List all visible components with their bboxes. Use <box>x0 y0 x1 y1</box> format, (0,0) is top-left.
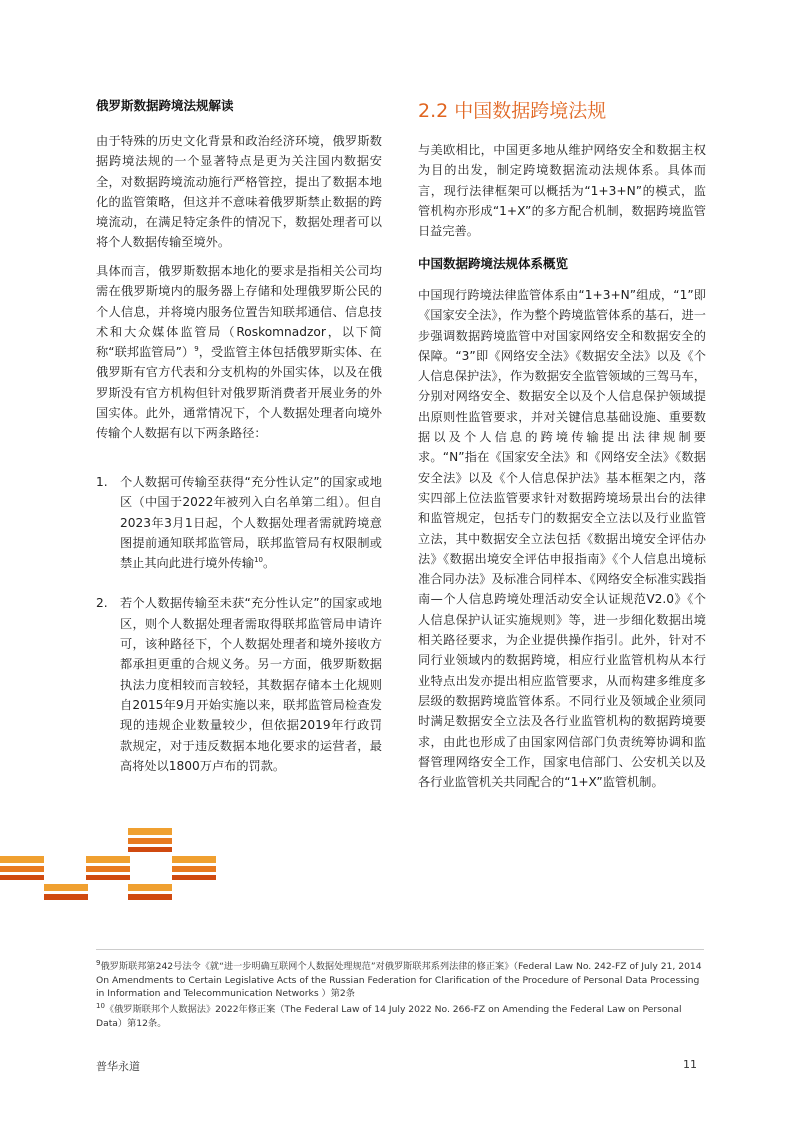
stripe-group-middle <box>0 856 216 880</box>
list-item <box>96 593 382 776</box>
footnote-9 <box>96 960 706 1001</box>
left-paragraph-1: 由于特殊的历史文化背景和政治经济环境，俄罗斯数据跨境法规的一个显著特点是更为关注国内数据安全，对数据跨境流动施行严格管控，提出了数据本地化的监管策略，但这并不意味着俄罗斯禁止数据的跨境流动，在满足特定条件的情况下，数据处理者可以将个人数据传输至境外。 <box>96 134 382 250</box>
footnote-ref-10: 10 <box>254 556 263 565</box>
left-paragraph-2 <box>96 261 382 444</box>
footnote-number: 10 <box>96 1001 105 1010</box>
right-paragraph-2: 中国现行跨境法律监管体系由“1+3+N”组成，“1”即《国家安全法》，作为整个跨境监管体系的基石，进一步强调数据跨境监管中对国家网络安全和数据安全的保障。“3”即《网络安全法》《数据安全法》以及《个人信息保护法》，作为数据安全监管领域的三驾马车，分别对网络安全、数据安全以及个人信息保护领域提出原则性监管要求，并对关键信息基础设施、重要数据以及个人信息的跨境传输提出法律规制要求。“N”指在《国家安全法》和《网络安全法》《数据安全法》以及《个人信息保护法》基本框架之内，落实四部上位法监管要求针对数据跨境场景出台的法律和监管规定，包括专门的数据安全立法以及行业监管立法，其中数据安全立法包括《数据出境安全评估办法》《数据出境安全评估申报指南》《个人信息出境标准合同办法》及标准合同样本、《网络安全标准实践指南—个人信息跨境处理活动安全认证规范V2.0》《个人信息保护认证实施规则》等，进一步细化数据出境相关路径要求，为企业提供操作指引。此外，针对不同行业领域内的数据跨境，相应行业监管机构从本行业特点出发亦提出相应监管要求，从而构建多维度多层级的数据跨境监管体系。不同行业及领域企业须同时满足数据安全立法及各行业监管机构的数据跨境要求，由此也形成了由国家网信部门负责统筹协调和监督管理网络安全工作，国家电信部门、公安机关以及各行业监管机关共同配合的“1+X”监管机制。 <box>418 288 706 790</box>
footnote-text: 俄罗斯联邦第242号法令《就“进一步明确互联网个人数据处理规范”对俄罗斯联邦系列法律的修正案》（Federal Law No. 242-FZ of July 21, 2014 On Amendments to Certain Legislative Acts of the Russian Federation for Clarification of the Procedure of Personal Data Processing in Information and Telecommunication Networks ）第2条 <box>96 961 702 999</box>
stripe-group-top <box>128 828 172 852</box>
list-item-text: 个人数据可传输至获得“充分性认定”的国家或地区（中国于2022年被列入白名单第二组）。但自2023年3月1日起，个人数据处理者需就跨境意图提前通知联邦监管局，联邦监管局有权限制或禁止其向此进行境外传输 <box>120 475 382 571</box>
list-item-tail: 。 <box>262 556 276 571</box>
footnote-text: 《俄罗斯联邦个人数据法》2022年修正案（The Federal Law of 14 July 2022 No. 266-FZ on Amending the Federal Law on Personal Data）第12条。 <box>96 1004 682 1029</box>
page-number: 11 <box>683 1058 697 1071</box>
footnote-divider <box>96 949 704 950</box>
footnote-10 <box>96 1003 706 1030</box>
list-number: 1. <box>96 475 108 489</box>
list-number: 2. <box>96 596 108 611</box>
list-item-text: 若个人数据传输至未获“充分性认定”的国家或地区，则个人数据处理者需取得联邦监管局申请许可，该种路径下，个人数据处理者和境外接收方都承担更重的合规义务。另一方面，俄罗斯数据执法力度相较而言较轻，其数据存储本土化规则自2015年9月开始实施以来，联邦监管局检查发现的违规企业数量较少，但依据2019年行政罚款规定，对于违反数据本地化要求的运营者，最高将处以1800万卢布的罚款。 <box>120 596 382 773</box>
footer-brand: 普华永道 <box>96 1060 140 1073</box>
left-paragraph-2-text-a: 具体而言，俄罗斯数据本地化的要求是指相关公司均需在俄罗斯境内的服务器上存储和处理俄罗斯公民的个人信息，并将境内服务位置告知联邦通信、信息技术和大众媒体监管局（Roskomnadzor，以下简称“联邦监管局”） <box>96 264 382 360</box>
footnote-number: 9 <box>96 958 101 967</box>
right-heading: 中国数据跨境法规体系概览 <box>418 256 569 271</box>
stripe-group-bottom <box>44 884 172 900</box>
section-title: 2.2 中国数据跨境法规 <box>418 100 607 122</box>
numbered-list <box>96 472 382 796</box>
right-paragraph-1: 与美欧相比，中国更多地从维护网络安全和数据主权为目的出发，制定跨境数据流动法规体系。具体而言，现行法律框架可以概括为“1+3+N”的模式，监管机构亦形成“1+X”的多方配合机制，数据跨境监管日益完善。 <box>418 143 706 239</box>
list-item <box>96 472 382 573</box>
footnote-ref-9: 9 <box>194 345 199 354</box>
left-paragraph-2-text-b: ，受监管主体包括俄罗斯实体、在俄罗斯有官方代表和分支机构的外国实体，以及在俄罗斯没有官方机构但针对俄罗斯消费者开展业务的外国实体。此外，通常情况下，个人数据处理者向境外传输个人数据有以下两条路径： <box>96 345 382 441</box>
decorative-stripes-graphic <box>0 826 230 906</box>
left-heading: 俄罗斯数据跨境法规解读 <box>96 98 234 113</box>
